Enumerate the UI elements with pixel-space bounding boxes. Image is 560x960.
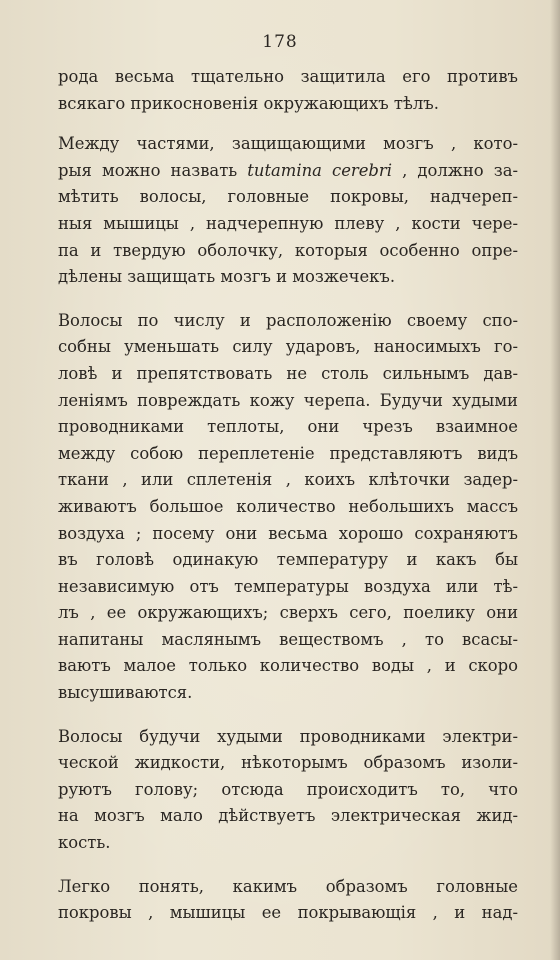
paragraph bbox=[58, 308, 518, 707]
text-line: Волосы будучи худыми проводниками электри- bbox=[58, 726, 518, 746]
text-line: ческой жидкости, нѣкоторымъ образомъ изоли- bbox=[58, 753, 518, 773]
text-line: живаютъ большое количество небольшихъ массъ bbox=[58, 496, 518, 516]
text-line: собны уменьшать силу ударовъ, наносимыхъ го- bbox=[58, 337, 518, 357]
text-line: независимую отъ температуры воздуха или тѣ- bbox=[58, 576, 518, 596]
text-line: мѣтить волосы, головные покровы, надчереп- bbox=[58, 187, 518, 207]
text-line: лъ , ее окружающихъ; сверхъ сего, поелику они bbox=[58, 603, 518, 623]
text-line: покровы , мышицы ее покрывающія , и над- bbox=[58, 903, 518, 923]
text-line: ткани , или сплетенія , коихъ клѣточки задер- bbox=[58, 470, 518, 490]
text-line: руютъ голову; отсюда происходитъ то, что bbox=[58, 779, 518, 799]
text-line: ваютъ малое только количество воды , и скоро bbox=[58, 656, 518, 676]
text-line: воздуха ; посему они весьма хорошо сохраняютъ bbox=[58, 523, 518, 543]
text-line: въ головѣ одинакую температуру и какъ бы bbox=[58, 550, 518, 570]
paragraph bbox=[58, 64, 518, 117]
text-line: ловѣ и препятствовать не столь сильнымъ дав- bbox=[58, 363, 518, 383]
text-line: между собою переплетеніе представляютъ видъ bbox=[58, 443, 518, 463]
text-line: рода весьма тщательно защитила его противъ bbox=[58, 67, 518, 86]
paragraph bbox=[58, 131, 518, 291]
paragraph bbox=[58, 874, 518, 927]
text-line: кость. bbox=[58, 833, 111, 853]
text-line: па и твердую оболочку, которыя особенно опре- bbox=[58, 240, 518, 260]
text-line: Между частями, защищающими мозгъ , кото- bbox=[58, 134, 518, 154]
text-line: на мозгъ мало дѣйствуетъ электрическая жид- bbox=[58, 806, 518, 826]
text-line-with-latin: рыя можно назвать tutamina cerebri , должно за- bbox=[58, 160, 518, 180]
text-line: Легко понять, какимъ образомъ головные bbox=[58, 876, 518, 896]
text-line: Волосы по числу и расположенію своему спо- bbox=[58, 310, 518, 330]
text-line: проводниками теплоты, они чрезъ взаимное bbox=[58, 417, 518, 437]
text-line: леніямъ повреждать кожу черепа. Будучи худыми bbox=[58, 390, 518, 410]
latin-term: tutamina cerebri bbox=[247, 160, 392, 180]
text-line: напитаны маслянымъ веществомъ , то всасы- bbox=[58, 629, 518, 649]
paragraph bbox=[58, 724, 518, 857]
text-line: ныя мышицы , надчерепную плеву , кости чере- bbox=[58, 213, 518, 233]
text-line: дѣлены защищать мозгъ и мозжечекъ. bbox=[58, 267, 396, 287]
body-text bbox=[58, 64, 518, 927]
page-number: 178 bbox=[262, 32, 298, 52]
text-line: всякаго прикосновенія окружающихъ тѣлъ. bbox=[58, 93, 439, 113]
page-edge-shadow bbox=[550, 0, 560, 960]
text-line: высушиваются. bbox=[58, 683, 193, 703]
